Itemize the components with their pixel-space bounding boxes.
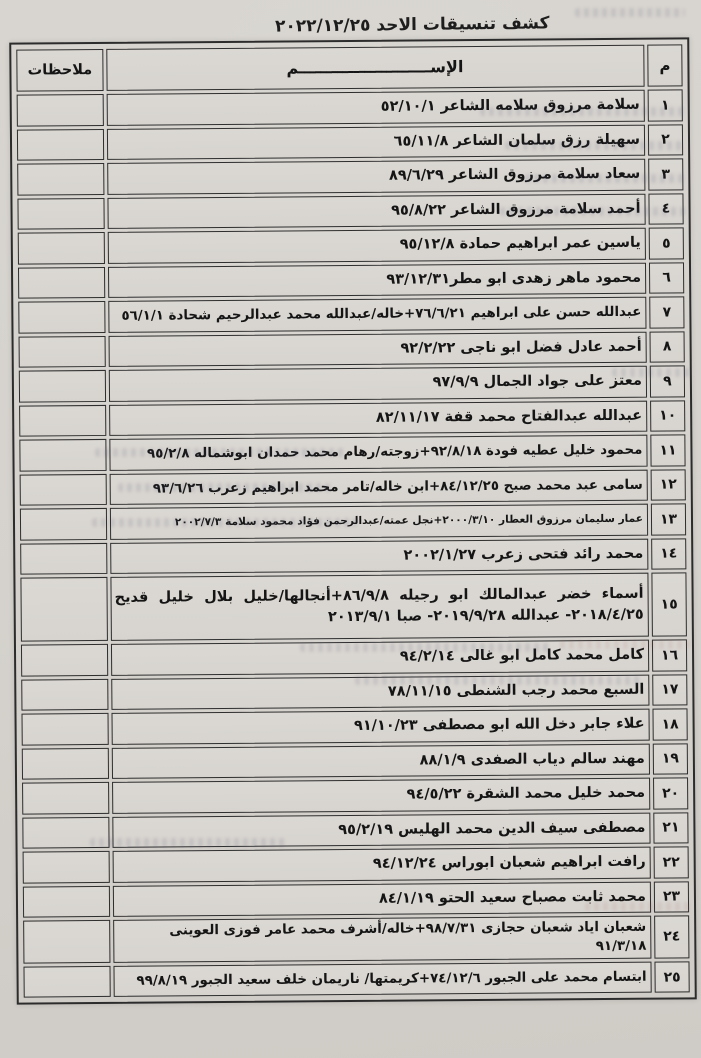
row-notes-cell [22,782,109,814]
table-row [22,812,688,849]
row-number-cell: ١٣ [651,503,686,535]
row-notes-cell [23,885,110,917]
row-notes-cell [17,197,104,229]
page-title: كشف تنسيقات الاحد ٢٠٢٢/١٢/٢٥ [274,13,550,37]
row-notes-cell [21,644,108,676]
row-number-cell: ١٢ [651,469,686,501]
table-row [18,227,684,264]
row-number-cell: ٥ [649,227,684,259]
table-row [17,193,683,230]
row-name-line1: ياسين عمر ابراهيم حمادة ٩٥/١٢/٨ [399,234,641,253]
row-name-cell [111,674,649,710]
row-name-line1: سهيلة رزق سلمان الشاعر ٦٥/١١/٨ [393,131,641,150]
coordination-table [9,37,697,1005]
row-name-line1: عمار سليمان مرزوق العطار ٢٠٠٠/٣/١٠+نجل عمته/عبدالرحمن فؤاد محمود سلامة ٢٠٠٢/٧/٣ [174,512,644,529]
table-row [19,400,685,437]
row-notes-cell [18,301,105,333]
row-name-line1: محمود خليل عطيه فودة ٩٢/٨/١٨+زوجته/رهام محمد حمدان ابوشماله ٩٥/٢/٨ [146,442,643,462]
row-name-cell [113,962,651,998]
row-notes-cell [17,128,104,160]
row-number-cell: ١٨ [652,708,687,740]
row-name-cell [109,366,647,402]
row-notes-cell [19,404,106,436]
row-number-cell: ٣ [648,158,683,190]
row-name-line1: محمود ماهر زهدى ابو مطر٩٣/١٢/٣١ [386,269,642,288]
row-name-cell [108,262,646,298]
row-name-line1: ابتسام محمد على الجبور ٧٤/١٢/٦+كريمتها/ ناريمان خلف سعيد الجبور ٩٩/٨/١٩ [136,969,647,989]
table-row [21,639,687,676]
row-name-cell [107,193,645,229]
table-row [21,674,687,711]
row-notes-cell [21,678,108,710]
row-number-cell: ٦ [649,262,684,294]
row-name-cell [110,573,648,641]
table-row [22,777,688,814]
row-notes-cell [18,266,105,298]
row-name-line1: محمد خليل محمد الشقرة ٩٤/٥/٢٢ [406,784,646,803]
row-notes-cell [17,163,104,195]
row-number-cell: ١٠ [650,400,685,432]
row-name-line1: عبدالله حسن على ابراهيم ٧٦/٦/٢١+خاله/عبدالله محمد عبدالرحيم شحادة ٥٦/١/١ [121,304,642,324]
row-name-cell [112,778,650,814]
column-header-name: الإســــــــــــــــــــــــم [106,45,644,91]
table-row [19,365,685,402]
row-name-line2: ٢٠١٨/٤/٢٥- عبدالله ٢٠١٩/٩/٢٨- صبا ٢٠١٣/٩/١ [327,606,644,626]
row-name-cell [110,504,648,540]
row-number-cell: ٩ [650,365,685,397]
row-number-cell: ٨ [650,331,685,363]
row-notes-cell [20,542,107,574]
row-name-cell [112,812,650,848]
row-number-cell: ١٥ [651,572,687,636]
table-row [23,881,689,918]
row-name-line1: محمد رائد فتحى زعرب ٢٠٠٢/١/٢٧ [403,545,644,564]
row-name-line1: أحمد عادل فضل ابو ناجى ٩٢/٢/٢٢ [400,338,642,357]
row-notes-cell [22,713,109,745]
row-name-line1: سلامة مرزوق سلامه الشاعر ٥٢/١٠/١ [380,96,640,116]
table-row [19,434,685,471]
row-notes-cell [23,920,110,964]
row-notes-cell [22,816,109,848]
row-name-line1: محمد ثابت مصباح سعيد الحتو ٨٤/١/١٩ [378,888,647,907]
row-name-line1: مصطفى سيف الدين محمد الهليس ٩٥/٢/١٩ [338,819,646,838]
column-header-notes: ملاحظات [16,49,103,92]
row-name-line1: أحمد سلامة مرزوق الشاعر ٩٥/٨/٢٢ [391,200,641,219]
row-name-cell [113,847,651,883]
row-notes-cell [23,851,110,883]
table-row [20,572,686,641]
row-name-cell [113,916,651,963]
row-notes-cell [18,232,105,264]
table-row [20,469,686,506]
row-notes-cell [19,335,106,367]
table-row [20,538,686,575]
row-name-cell [109,400,647,436]
row-name-cell [107,90,645,126]
row-name-cell [108,228,646,264]
table-row [23,846,689,883]
row-number-cell: ٢٤ [654,915,689,958]
row-name-cell [111,709,649,745]
row-number-cell: ١٦ [652,639,687,671]
row-name-cell [111,640,649,676]
row-notes-cell [19,370,106,402]
row-name-line1: سعاد سلامة مرزوق الشاعر ٨٩/٦/٢٩ [388,165,641,184]
table-row [22,743,688,780]
row-number-cell: ٤ [648,193,683,225]
table-row [20,503,686,540]
row-name-cell [109,435,647,471]
row-notes-cell [20,577,107,642]
row-number-cell: ١٩ [653,743,688,775]
row-notes-cell [23,966,110,998]
row-name-line1: شعبان اياد شعبان حجازى ٩٨/٧/٣١+خاله/أشرف محمد عامر فوزى العوينى ٩١/٣/١٨ [169,919,647,955]
row-notes-cell [17,94,104,126]
table-row [18,296,684,333]
row-name-cell [107,124,645,160]
row-number-cell: ٢٠ [653,777,688,809]
table-row [17,124,683,161]
row-name-cell [110,469,648,505]
table-row [22,708,688,745]
row-name-cell [112,743,650,779]
row-notes-cell [19,439,106,471]
row-name-line1: رافت ابراهيم شعبان ابوراس ٩٤/١٢/٢٤ [372,853,646,873]
row-number-cell: ٧ [649,296,684,328]
row-name-cell [113,881,651,917]
row-name-cell [110,538,648,574]
row-number-cell: ٢١ [653,812,688,844]
table-header-row [16,44,682,91]
table-row [17,158,683,195]
row-name-line1: مهند سالم دياب الصفدى ٨٨/١/٩ [419,750,645,769]
row-name-line1: معتز على جواد الجمال ٩٧/٩/٩ [432,372,642,391]
row-number-cell: ١٤ [651,538,686,570]
row-name-cell [109,331,647,367]
row-name-line1: عبدالله عبدالفتاح محمد قفة ٨٢/١١/١٧ [375,407,643,426]
column-header-num: م [647,44,682,86]
row-name-line1: أسماء خضر عبدالمالك ابو رجيله ٨٦/٩/٨+أنجالها/خليل بلال خليل قديح [114,585,644,606]
row-number-cell: ١١ [650,434,685,466]
table-row [23,915,689,963]
table-row [19,331,685,368]
row-number-cell: ٢٢ [654,846,689,878]
row-name-line1: كامل محمد كامل ابو غالى ٩٤/٢/١٤ [399,646,645,665]
row-name-line1: علاء جابر دخل الله ابو مصطفى ٩١/١٠/٢٣ [353,715,645,735]
row-number-cell: ٢ [648,124,683,156]
row-number-cell: ٢٥ [654,961,689,993]
table-row [23,961,689,998]
row-name-cell [107,159,645,195]
row-notes-cell [22,747,109,779]
row-name-cell [108,297,646,333]
row-name-line1: السبع محمد رجب الشنطى ٧٨/١١/١٥ [387,681,645,700]
row-notes-cell [20,508,107,540]
table-row [17,89,683,126]
row-number-cell: ١ [648,89,683,121]
table-row [18,262,684,299]
bleedthrough-mark [575,8,685,17]
row-number-cell: ١٧ [652,674,687,706]
row-notes-cell [20,473,107,505]
row-number-cell: ٢٣ [654,881,689,913]
row-name-line1: سامى عبد محمد صبح ٨٤/١٢/٢٥+ابن خاله/تامر محمد ابراهيم زعرب ٩٣/٦/٢٦ [152,477,643,497]
